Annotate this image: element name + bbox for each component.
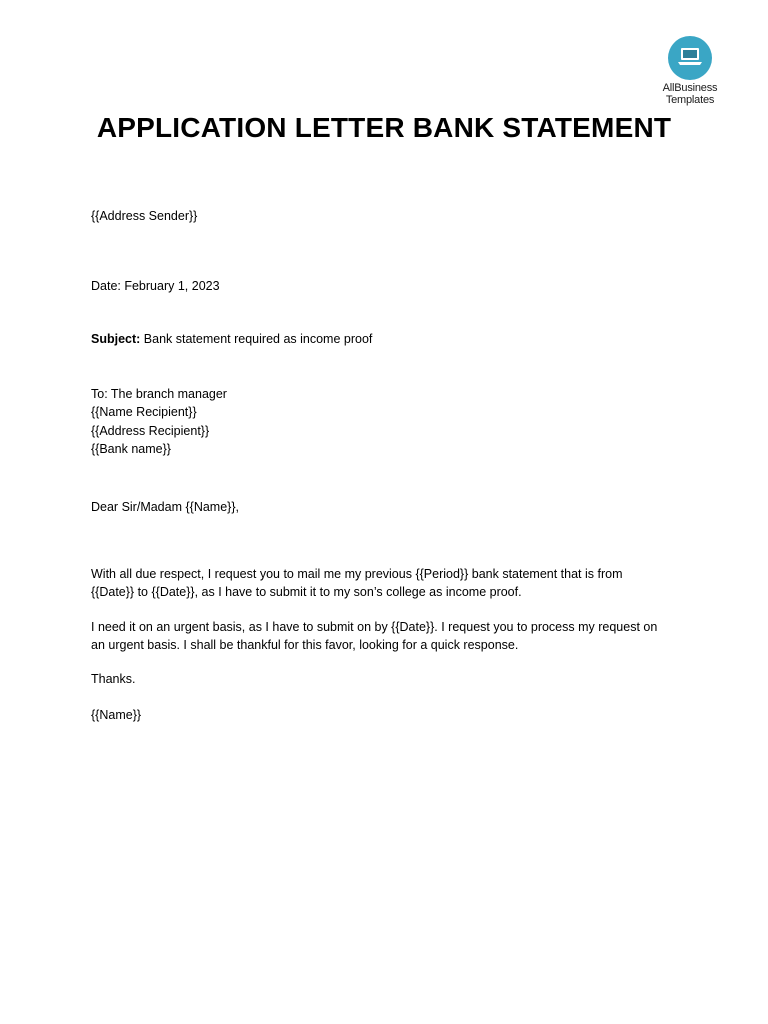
- body-paragraph-1-line-2: {{Date}} to {{Date}}, as I have to submit it to my son’s college as income proof.: [91, 585, 522, 599]
- recipient-to: To: The branch manager: [91, 387, 227, 401]
- subject-text: Bank statement required as income proof: [140, 332, 373, 346]
- logo-line2: Templates: [665, 94, 715, 106]
- subject-line: [91, 330, 691, 348]
- body-paragraph-1-line-1: With all due respect, I request you to mail me my previous {{Period}} bank statement that is from: [91, 567, 623, 581]
- subject-label: Subject:: [91, 332, 141, 346]
- salutation: Dear Sir/Madam {{Name}},: [91, 500, 239, 514]
- date-line: Date: February 1, 2023: [91, 279, 220, 293]
- body-paragraph-2-line-1: I need it on an urgent basis, as I have to submit on by {{Date}}. I request you to process my request on: [91, 620, 658, 634]
- closing: Thanks.: [91, 672, 136, 686]
- body-paragraph-2-line-2: an urgent basis. I shall be thankful for this favor, looking for a quick response.: [91, 638, 519, 652]
- signature-name: {{Name}}: [91, 708, 142, 722]
- address-sender: {{Address Sender}}: [91, 209, 198, 223]
- recipient-name: {{Name Recipient}}: [91, 405, 197, 419]
- document-title: APPLICATION LETTER BANK STATEMENT: [96, 112, 672, 143]
- laptop-icon: [668, 36, 712, 80]
- allbusiness-templates-logo: [656, 36, 724, 106]
- recipient-bank-name: {{Bank name}}: [91, 442, 171, 456]
- logo-line1: AllBusiness: [662, 82, 718, 94]
- recipient-address: {{Address Recipient}}: [91, 424, 210, 438]
- logo-text: [656, 82, 724, 106]
